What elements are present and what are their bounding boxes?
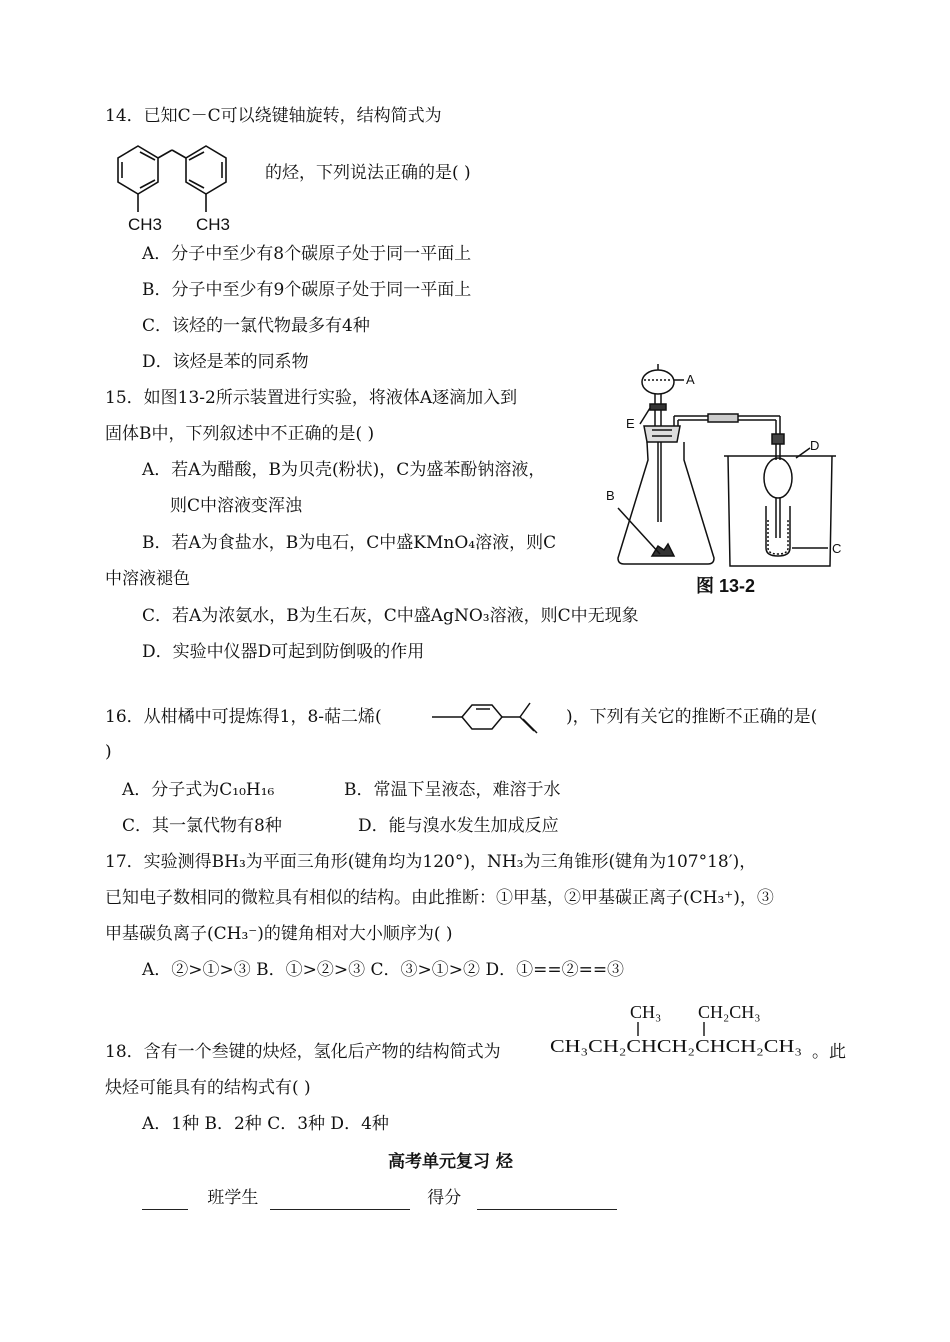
q18-structural-formula (550, 996, 820, 1060)
q15-option-c: C．若A为浓氨水，B为生石灰，C中盛AgNO₃溶液，则C中无现象 (142, 606, 639, 626)
q18-substituent-methyl: CH₃ (630, 1002, 662, 1022)
q17-line2: 已知电子数相同的微粒具有相似的结构。由此推断：①甲基，②甲基碳正离子(CH₃⁺)，③ (105, 888, 774, 908)
q16-option-c: C．其一氯代物有8种 (122, 816, 282, 836)
q15-option-b-line2: 中溶液褪色 (105, 569, 190, 589)
ch3-right: CH3 (196, 215, 231, 234)
q18-stem: 18．含有一个叁键的炔烃，氢化后产物的结构简式为 (105, 1042, 501, 1062)
q14-option-c: C．该烃的一氯代物最多有4种 (142, 316, 370, 336)
q18-options: A．1种 B．2种 C．3种 D．4种 (142, 1114, 389, 1134)
figure-label-e: E (626, 416, 635, 431)
score-label: 得分 (427, 1188, 462, 1208)
q17-options: A．②>①>③ B．①>②>③ C．③>①>② D．①==②==③ (142, 960, 625, 980)
q14-option-a: A．分子中至少有8个碳原子处于同一平面上 (142, 244, 472, 264)
figure-label-c: C (832, 541, 842, 556)
q16-option-b: B．常温下呈液态，难溶于水 (344, 780, 561, 800)
figure-label-d: D (810, 438, 820, 453)
q16-stem-a: 16．从柑橘中可提炼得1，8-萜二烯( (105, 707, 382, 727)
q14-stem-continued: 的烃，下列说法正确的是( ) (265, 163, 471, 183)
q15-stem-line1: 15．如图13-2所示装置进行实验，将液体A逐滴加入到 (105, 388, 518, 408)
q14-option-b: B．分子中至少有9个碳原子处于同一平面上 (142, 280, 472, 300)
biphenyl-structure (108, 140, 248, 236)
q15-stem-line2: 固体B中，下列叙述中不正确的是( ) (105, 424, 375, 444)
q16-stem-c: ) (105, 742, 112, 762)
q15-option-a-line2: 则C中溶液变浑浊 (170, 496, 303, 516)
class-blank[interactable] (142, 1191, 188, 1210)
q15-option-b-line1: B．若A为食盐水，B为电石，C中盛KMnO₄溶液，则C (142, 533, 557, 553)
score-blank[interactable] (477, 1191, 617, 1210)
q17-line1: 17．实验测得BH₃为平面三角形(键角均为120°)，NH₃为三角锥形(键角为107°18′)， (105, 852, 757, 872)
q16-stem-b: )，下列有关它的推断不正确的是( (566, 707, 818, 727)
apparatus-figure (600, 360, 850, 600)
q16-option-d: D．能与溴水发生加成反应 (358, 816, 559, 836)
q18-stem-line2: 炔烃可能具有的结构式有( ) (105, 1078, 311, 1098)
ch3-left: CH3 (128, 215, 163, 234)
q17-line3: 甲基碳负离子(CH₃⁻)的键角相对大小顺序为( ) (105, 924, 453, 944)
q15-option-a-line1: A．若A为醋酸，B为贝壳(粉状)，C为盛苯酚钠溶液， (142, 460, 546, 480)
q14-stem: 14．已知C－C可以绕键轴旋转，结构简式为 (105, 106, 442, 126)
student-name-blank[interactable] (270, 1191, 410, 1210)
q18-substituent-ethyl: CH₂CH₃ (698, 1002, 761, 1022)
figure-label-b: B (606, 488, 615, 503)
q15-option-d: D．实验中仪器D可起到防倒吸的作用 (142, 642, 425, 662)
terpene-structure (430, 695, 550, 739)
student-info-row (142, 1186, 617, 1210)
q18-stem-tail: 。此 (812, 1042, 846, 1062)
q14-option-d: D．该烃是苯的同系物 (142, 352, 309, 372)
q18-main-chain: CH₃CH₂CHCH₂CHCH₂CH₃ (550, 1036, 802, 1056)
q16-option-a: A．分子式为C₁₀H₁₆ (122, 780, 275, 800)
class-label: 班学生 (207, 1188, 259, 1208)
unit-title: 高考单元复习 烃 (388, 1152, 513, 1172)
figure-label-a: A (686, 372, 695, 387)
figure-caption: 图 13-2 (696, 576, 756, 596)
